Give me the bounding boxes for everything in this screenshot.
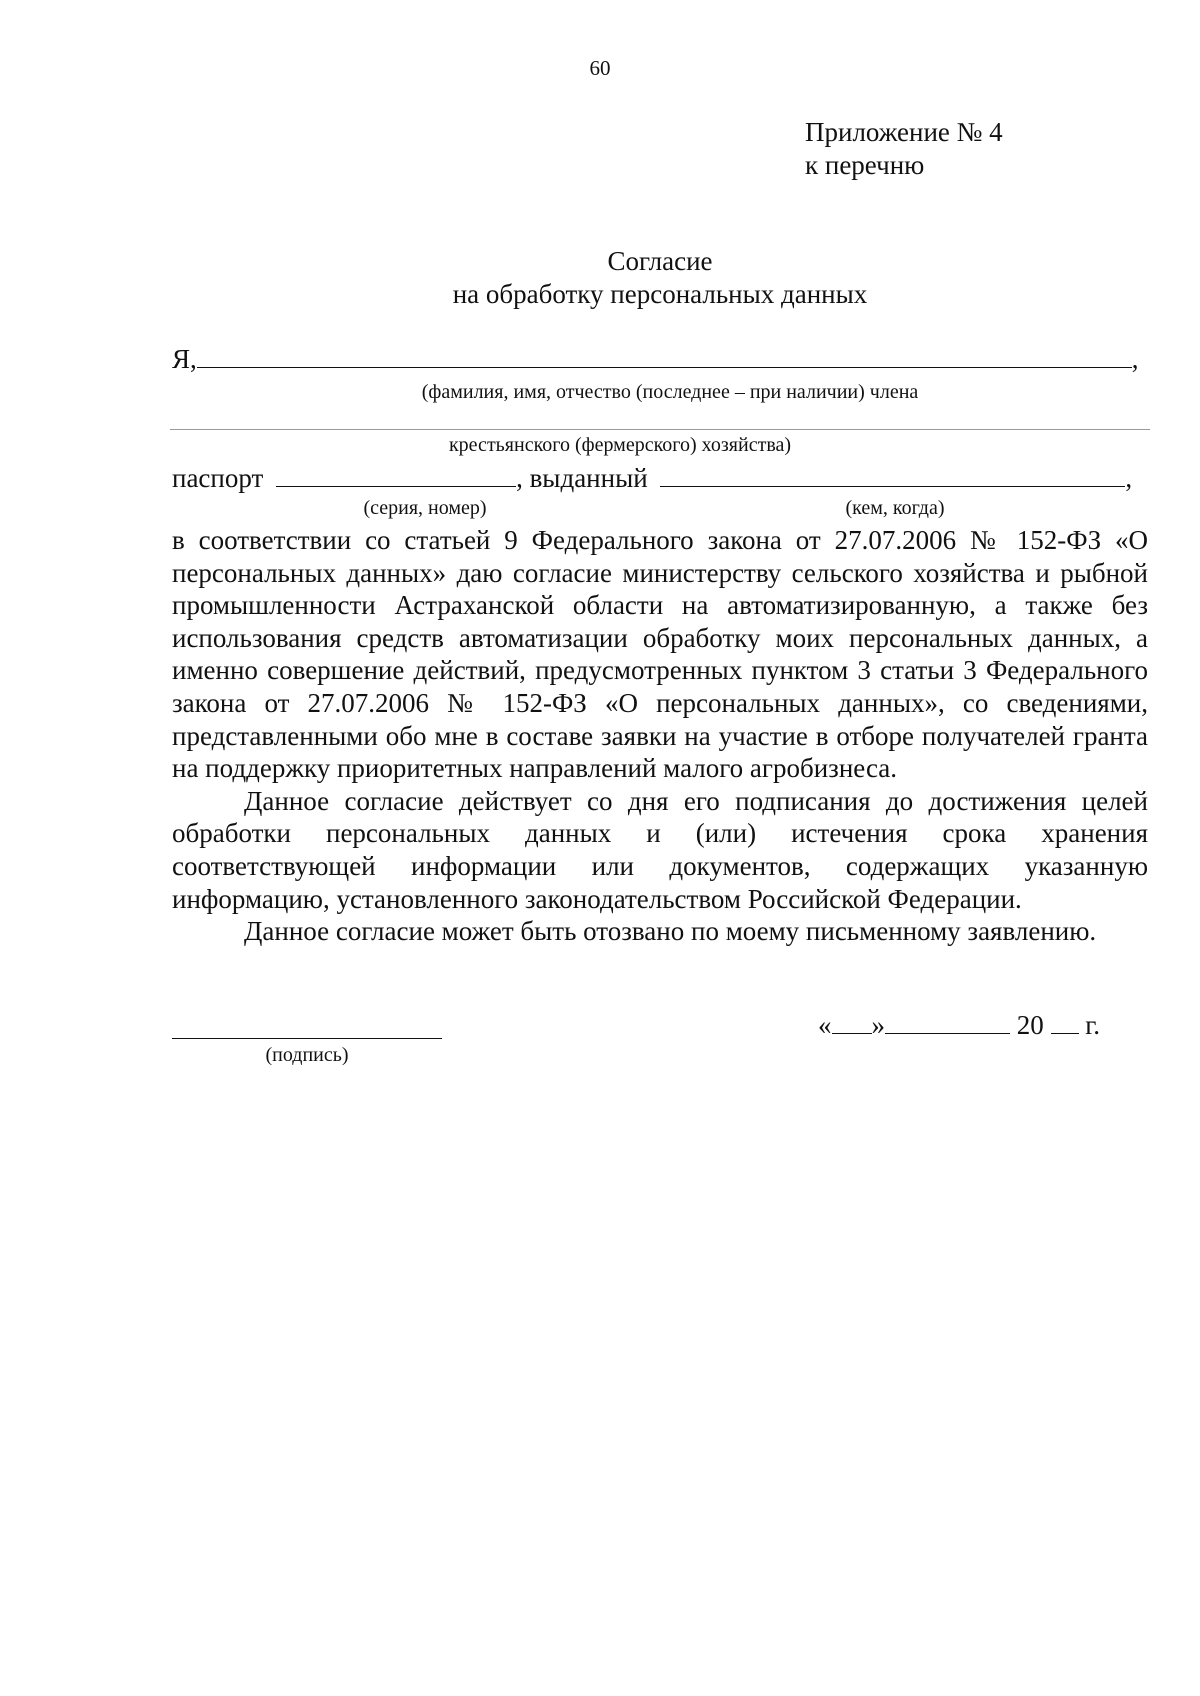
full-name-caption: (фамилия, имя, отчество (последнее – при наличии) члена xyxy=(421,381,919,403)
appendix-line-1: Приложение № 4 xyxy=(805,117,1003,147)
passport-label: паспорт xyxy=(172,463,264,493)
full-name-continuation-line[interactable] xyxy=(170,429,1150,430)
passport-series-field[interactable] xyxy=(276,485,516,487)
appendix-line-2: к перечню xyxy=(805,150,925,180)
appendix-header xyxy=(805,116,1003,182)
person-line xyxy=(172,344,1139,375)
consent-body xyxy=(172,524,1148,948)
date-year-field[interactable] xyxy=(1051,1032,1079,1034)
date-line xyxy=(818,1010,1100,1041)
date-year-suffix: г. xyxy=(1085,1010,1101,1040)
date-day-field[interactable] xyxy=(832,1032,872,1034)
title-line-2: на обработку персональных данных xyxy=(452,279,868,309)
date-year-prefix: 20 xyxy=(1016,1010,1044,1040)
farm-caption: крестьянского (фермерского) хозяйства) xyxy=(448,434,792,456)
passport-suffix: , xyxy=(1125,463,1133,493)
passport-line xyxy=(172,463,1132,494)
passport-issued-caption: (кем, когда) xyxy=(845,497,945,519)
issued-label: , выданный xyxy=(516,463,648,493)
person-suffix: , xyxy=(1131,344,1139,374)
signature-field[interactable] xyxy=(172,1037,442,1039)
person-prefix: Я, xyxy=(172,344,197,374)
date-month-field[interactable] xyxy=(885,1032,1010,1034)
passport-issued-field[interactable] xyxy=(660,485,1125,487)
paragraph-revocation: Данное согласие может быть отозвано по моему письменному заявлению. xyxy=(244,916,1097,947)
document-title xyxy=(0,245,1200,311)
title-line-1: Согласие xyxy=(607,246,713,276)
date-open-quote: « xyxy=(818,1010,832,1040)
passport-series-caption: (серия, номер) xyxy=(363,497,487,519)
signature-caption: (подпись) xyxy=(265,1044,349,1066)
paragraph-consent: в соответствии со статьей 9 Федерального закона от 27.07.2006 № 152-ФЗ «О персональных данных» даю согласие министерству сельского хозяйства и рыбной промышленности Астраханской области на автоматизированную, а также без использования средств автоматизации обработку моих персональных данных, а именно совершение действий, предусмотренных пунктом 3 статьи 3 Федерального закона от 27.07.2006 № 152-ФЗ «О персональных данных», со сведениями, представленными обо мне в составе заявки на участие в отборе получателей гранта на поддержку приоритетных направлений малого агробизнеса. xyxy=(172,525,1148,784)
date-close-quote: » xyxy=(871,1010,885,1040)
paragraph-validity: Данное согласие действует со дня его подписания до достижения целей обработки персональных данных и (или) истечения срока хранения соответствующей информации или документов, содержащих указанную информацию, установленного законодательством Российской Федерации. xyxy=(172,785,1148,914)
full-name-field[interactable] xyxy=(197,366,1132,368)
page-number: 60 xyxy=(589,56,611,80)
